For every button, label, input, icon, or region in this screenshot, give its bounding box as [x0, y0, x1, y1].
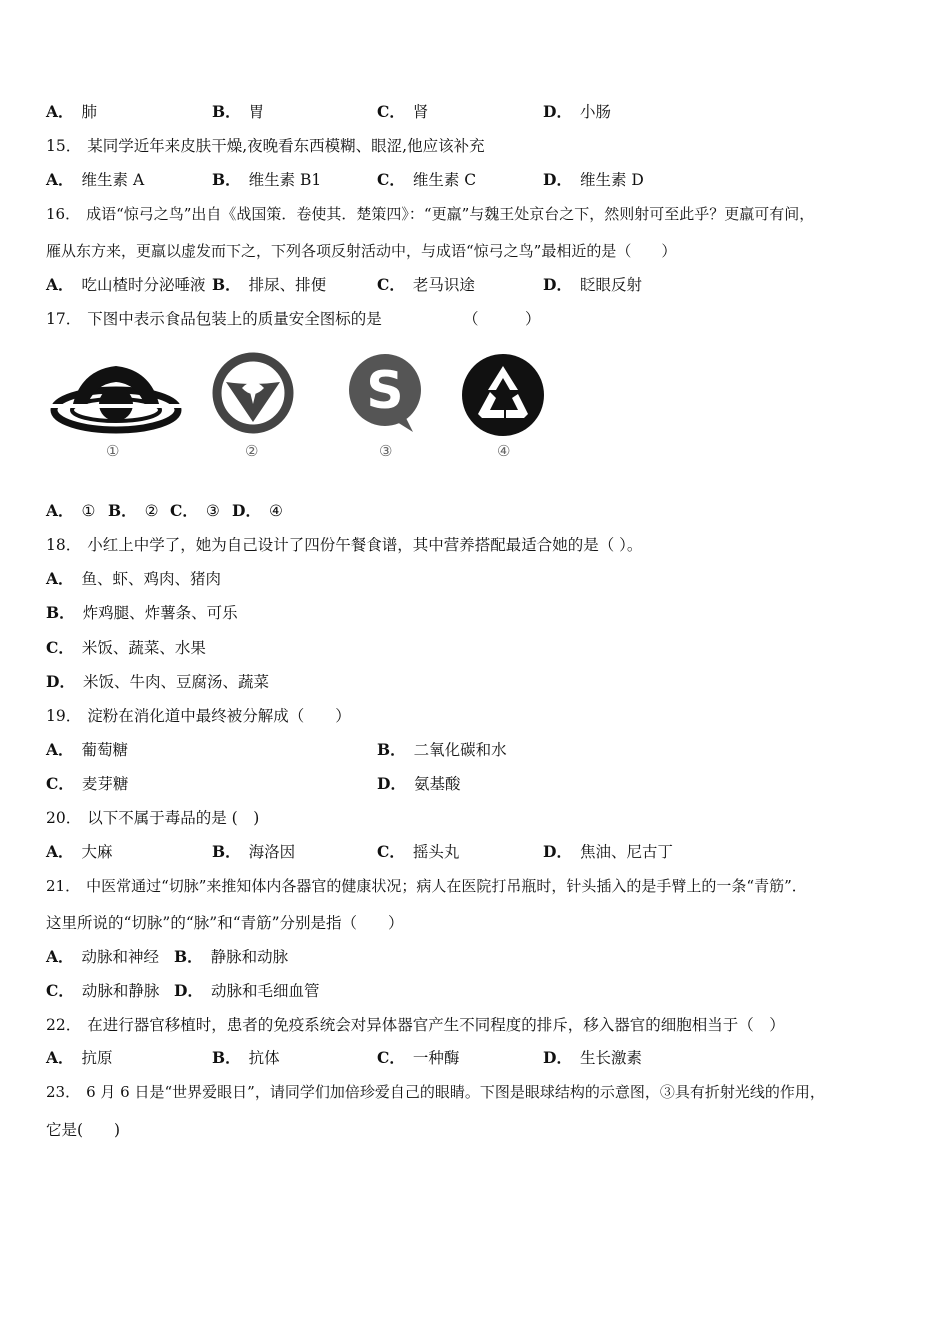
- q19-option-b: B． 二氧化碳和水: [377, 740, 507, 759]
- q20-option-c: C． 摇头丸: [377, 842, 460, 861]
- icon-1-number: ①: [106, 442, 120, 460]
- q17-option-b: B． ②: [108, 501, 159, 520]
- q21-option-d: D． 动脉和毛细血管: [174, 981, 320, 1000]
- q20-option-d: D． 焦油、尼古丁: [543, 842, 673, 861]
- q19-stem: 19． 淀粉在消化道中最终被分解成（ ）: [46, 707, 351, 725]
- q22-stem: 22． 在进行器官移植时，患者的免疫系统会对异体器官产生不同程度的排斥，移入器官的细胞相当于（ ）: [46, 1016, 785, 1034]
- q19-option-c: C． 麦芽糖: [46, 774, 129, 793]
- q20-option-b: B． 海洛因: [212, 842, 296, 861]
- q18-option-b: B． 炸鸡腿、炸薯条、可乐: [46, 603, 238, 622]
- q18-stem: 18． 小红上中学了，她为自己设计了四份午餐食谱，其中营养搭配最适合她的是（ ）。: [46, 536, 643, 554]
- q17-option-d: D． ④: [232, 501, 283, 520]
- q14-option-b: B． 胃: [212, 102, 265, 121]
- q16-stem-line1: 16． 成语“惊弓之鸟”出自《战国策．卷使其．楚策四》：“更羸”与魏王处京台之下，然则射可至此乎？更羸可有间，: [46, 205, 815, 223]
- q21-option-c: C． 动脉和静脉: [46, 981, 160, 1000]
- q22-option-c: C． 一种酶: [377, 1048, 460, 1067]
- q14-option-d: D． 小肠: [543, 102, 611, 121]
- q21-option-a: A． 动脉和神经: [46, 947, 160, 966]
- q20-stem: 20． 以下不属于毒品的是 ( ): [46, 809, 260, 827]
- q16-option-d: D． 眨眼反射: [543, 275, 642, 294]
- q15-option-b: B． 维生素 B1: [212, 170, 322, 189]
- q14-option-a: A． 肺: [46, 102, 98, 121]
- q15-stem: 15． 某同学近年来皮肤干燥,夜晚看东西模糊、眼涩,他应该补充: [46, 137, 485, 155]
- q21-stem-line2: 这里所说的“切脉”的“脉”和“青筋”分别是指（ ）: [46, 914, 404, 932]
- q22-option-d: D． 生长激素: [543, 1048, 642, 1067]
- q15-option-c: C． 维生素 C: [377, 170, 477, 189]
- q17-option-a: A． ①: [46, 501, 96, 520]
- q18-option-c: C． 米饭、蔬菜、水果: [46, 638, 206, 657]
- q17-stem: 17． 下图中表示食品包装上的质量安全图标的是: [46, 310, 382, 328]
- q23-stem-line2: 它是( ): [46, 1121, 121, 1139]
- icon-1-cloud-logo: [50, 358, 182, 434]
- q17-option-c: C． ③: [170, 501, 220, 520]
- svg-text:S: S: [366, 361, 404, 421]
- q22-option-a: A． 抗原: [46, 1048, 113, 1067]
- q19-option-d: D． 氨基酸: [377, 774, 461, 793]
- icon-2-green-food-logo: [212, 352, 294, 434]
- q16-option-c: C． 老马识途: [377, 275, 475, 294]
- q23-stem-line1: 23． 6 月 6 日是“世界爱眼日”，请同学们加倍珍爱自己的眼睛。下图是眼球结构的示意图，③具有折射光线的作用，: [46, 1083, 825, 1101]
- icon-4-number: ④: [497, 442, 511, 460]
- q20-option-a: A． 大麻: [46, 842, 113, 861]
- q14-option-c: C． 肾: [377, 102, 429, 121]
- q18-option-d: D． 米饭、牛肉、豆腐汤、蔬菜: [46, 672, 269, 691]
- q19-option-a: A． 葡萄糖: [46, 740, 129, 759]
- q16-option-b: B． 排尿、排便: [212, 275, 327, 294]
- q15-option-d: D． 维生素 D: [543, 170, 644, 189]
- icon-4-recycle-logo: [460, 352, 546, 438]
- icon-2-number: ②: [245, 442, 259, 460]
- q21-stem-line1: 21． 中医常通过“切脉”来推知体内各器官的健康状况；病人在医院打吊瓶时，针头插入的是手臂上的一条“青筋”．: [46, 877, 807, 895]
- q16-option-a: A． 吃山楂时分泌唾液: [46, 275, 206, 294]
- q21-option-b: B． 静脉和动脉: [174, 947, 289, 966]
- q15-option-a: A． 维生素 A: [46, 170, 145, 189]
- q16-stem-line2: 雁从东方来，更羸以虚发而下之，下列各项反射活动中，与成语“惊弓之鸟”最相近的是（ ）: [46, 242, 677, 260]
- q22-option-b: B． 抗体: [212, 1048, 280, 1067]
- icon-3-number: ③: [379, 442, 393, 460]
- q18-option-a: A． 鱼、虾、鸡肉、猪肉: [46, 569, 222, 588]
- q17-answer-paren: （ ）: [463, 310, 541, 328]
- icon-3-qs-logo: [347, 352, 423, 436]
- q17-icon-figure: [46, 352, 566, 472]
